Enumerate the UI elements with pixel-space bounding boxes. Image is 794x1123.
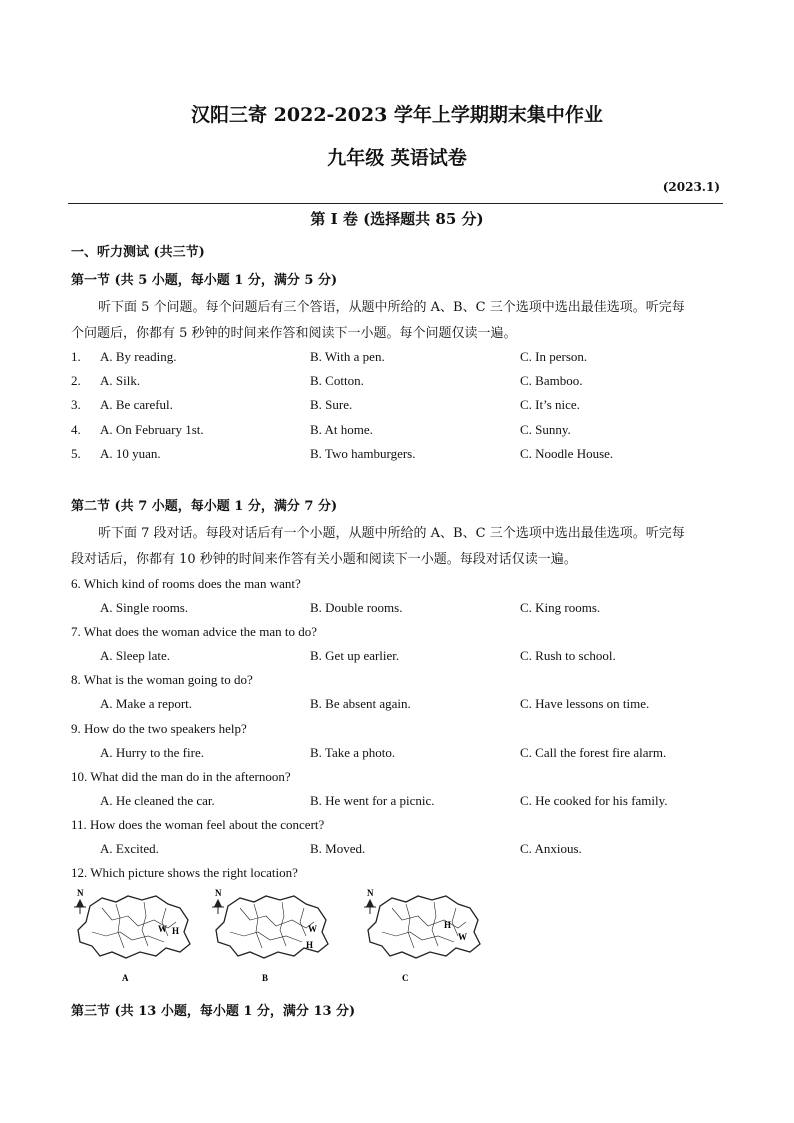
map-option-c xyxy=(362,886,492,984)
sec3-heading: 第三节 (共 13 小题，每小题 1 分，满分 13 分) xyxy=(71,1004,356,1019)
sec1-heading: 第一节 (共 5 小题，每小题 1 分，满分 5 分) xyxy=(71,273,338,288)
map-label: C xyxy=(402,973,409,983)
map-marker-w: W xyxy=(308,924,317,934)
map-marker-h: H xyxy=(444,920,452,930)
option-a: A. He cleaned the car. xyxy=(100,793,215,808)
map-option-a xyxy=(72,886,202,984)
north-label: N xyxy=(77,888,84,898)
option-c: C. Bamboo. xyxy=(520,373,583,388)
sec2-instruction-line2: 段对话后，你都有 10 秒钟的时间来作答有关小题和阅读下一小题。每段对话仅读一遍。 xyxy=(71,552,577,567)
header-rule xyxy=(68,203,723,204)
option-b: B. With a pen. xyxy=(310,349,385,364)
question-stem: 8. What is the woman going to do? xyxy=(71,672,253,687)
part1-heading: 第 I 卷 (选择题共 85 分) xyxy=(310,210,484,228)
question-number: 4. xyxy=(71,422,81,437)
sec1-instruction-line1: 听下面 5 个问题。每个问题后有三个答语，从题中所给的 A、B、C 三个选项中选出最佳选项。听完每 xyxy=(98,300,685,315)
question-stem: 7. What does the woman advice the man to do? xyxy=(71,624,317,639)
option-b: B. At home. xyxy=(310,422,373,437)
option-c: C. Call the forest fire alarm. xyxy=(520,745,667,760)
map-label: A xyxy=(122,973,129,983)
map-option-b xyxy=(210,886,340,984)
sec2-instruction-line1: 听下面 7 段对话。每段对话后有一个小题，从题中所给的 A、B、C 三个选项中选出最佳选项。听完每 xyxy=(98,526,685,541)
north-label: N xyxy=(367,888,374,898)
sec2-heading: 第二节 (共 7 小题，每小题 1 分，满分 7 分) xyxy=(71,499,338,514)
option-c: C. King rooms. xyxy=(520,600,601,615)
option-c: C. Noodle House. xyxy=(520,446,614,461)
sec1-instruction-line2: 个问题后，你都有 5 秒钟的时间来作答和阅读下一小题。每个问题仅读一遍。 xyxy=(71,326,517,341)
option-c: C. He cooked for his family. xyxy=(520,793,668,808)
question-number: 5. xyxy=(71,446,81,461)
option-b: B. Get up earlier. xyxy=(310,648,400,663)
exam-title: 汉阳三寄 2022-2023 学年上学期期末集中作业 xyxy=(191,104,603,126)
option-a: A. On February 1st. xyxy=(100,422,204,437)
option-c: C. Have lessons on time. xyxy=(520,696,650,711)
option-b: B. Two hamburgers. xyxy=(310,446,416,461)
option-a: A. Silk. xyxy=(100,373,141,388)
option-a: A. Sleep late. xyxy=(100,648,171,663)
option-c: C. Anxious. xyxy=(520,841,582,856)
option-a: A. Make a report. xyxy=(100,696,193,711)
question-stem: 11. How does the woman feel about the concert? xyxy=(71,817,325,832)
option-a: A. Hurry to the fire. xyxy=(100,745,204,760)
option-b: B. Double rooms. xyxy=(310,600,403,615)
option-a: A. Be careful. xyxy=(100,397,173,412)
option-a: A. Excited. xyxy=(100,841,159,856)
option-b: B. Moved. xyxy=(310,841,366,856)
option-b: B. Cotton. xyxy=(310,373,364,388)
exam-date: (2023.1) xyxy=(662,180,720,194)
option-b: B. He went for a picnic. xyxy=(310,793,435,808)
question-number: 3. xyxy=(71,397,81,412)
option-c: C. Sunny. xyxy=(520,422,571,437)
question-number: 2. xyxy=(71,373,81,388)
option-c: C. In person. xyxy=(520,349,588,364)
question-stem: 10. What did the man do in the afternoon? xyxy=(71,769,291,784)
option-a: A. By reading. xyxy=(100,349,177,364)
map-marker-h: H xyxy=(172,926,180,936)
option-b: B. Be absent again. xyxy=(310,696,411,711)
question-number: 1. xyxy=(71,349,81,364)
north-label: N xyxy=(215,888,222,898)
option-c: C. It’s nice. xyxy=(520,397,580,412)
question-stem: 6. Which kind of rooms does the man want? xyxy=(71,576,301,591)
map-marker-w: W xyxy=(158,924,167,934)
option-c: C. Rush to school. xyxy=(520,648,616,663)
question-stem: 9. How do the two speakers help? xyxy=(71,721,247,736)
option-b: B. Take a photo. xyxy=(310,745,396,760)
map-marker-w: W xyxy=(458,932,467,942)
option-a: A. 10 yuan. xyxy=(100,446,161,461)
option-a: A. Single rooms. xyxy=(100,600,189,615)
section-listening: 一、听力测试 (共三节) xyxy=(71,245,205,260)
exam-subtitle: 九年级 英语试卷 xyxy=(327,147,467,169)
question-stem: 12. Which picture shows the right location? xyxy=(71,865,298,880)
option-b: B. Sure. xyxy=(310,397,353,412)
map-marker-h: H xyxy=(306,940,314,950)
map-label: B xyxy=(262,973,269,983)
